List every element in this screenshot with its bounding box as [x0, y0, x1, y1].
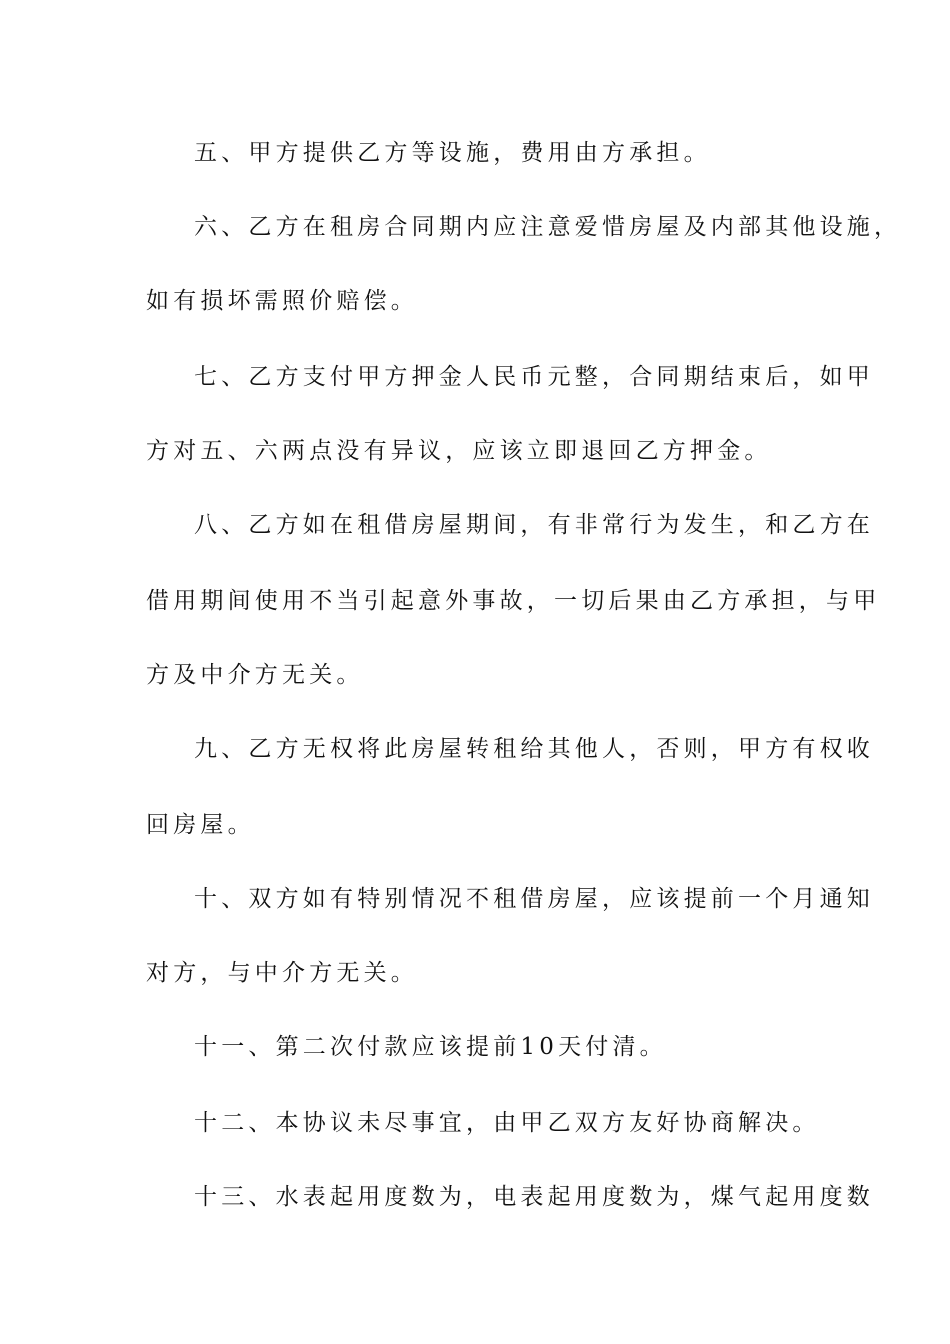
- clause-9-line-1: 九、乙方无权将此房屋转租给其他人，否则，甲方有权收: [194, 736, 874, 762]
- clause-6-line-2: 如有损坏需照价赔偿。: [146, 288, 418, 314]
- clause-8-line-2: 借用期间使用不当引起意外事故，一切后果由乙方承担，与甲: [146, 588, 881, 614]
- clause-7-line-2: 方对五、六两点没有异议，应该立即退回乙方押金。: [146, 438, 772, 464]
- clause-13-line-1: 十三、水表起用度数为，电表起用度数为，煤气起用度数: [194, 1184, 874, 1210]
- clause-5-line-1: 五、甲方提供乙方等设施，费用由方承担。: [194, 140, 711, 166]
- clause-10-line-2: 对方，与中介方无关。: [146, 960, 418, 986]
- clause-8-line-1: 八、乙方如在租借房屋期间，有非常行为发生，和乙方在: [194, 512, 874, 538]
- clause-7-line-1: 七、乙方支付甲方押金人民币元整，合同期结束后，如甲: [194, 364, 874, 390]
- clause-12-line-1: 十二、本协议未尽事宜，由甲乙双方友好协商解决。: [194, 1110, 820, 1136]
- clause-9-line-2: 回房屋。: [146, 812, 255, 838]
- clause-8-line-3: 方及中介方无关。: [146, 662, 364, 688]
- clause-11-line-1: 十一、第二次付款应该提前10天付清。: [194, 1034, 667, 1060]
- clause-6-line-1: 六、乙方在租房合同期内应注意爱惜房屋及内部其他设施，: [194, 214, 902, 240]
- clause-10-line-1: 十、双方如有特别情况不租借房屋，应该提前一个月通知: [194, 886, 874, 912]
